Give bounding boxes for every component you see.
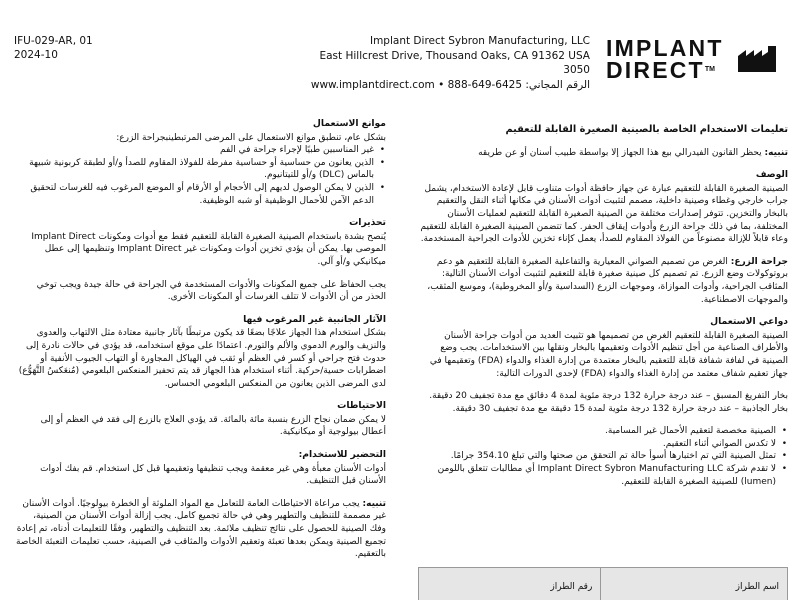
contact-line: www.implantdirect.com • الرقم المجاني: 6425-649-888 — [310, 78, 590, 91]
indications-text: الصينية الصغيرة القابلة للتعقيم الغرض من تصميمها هو تثبيت العديد من أدوات جراحة الأسنان والأطراف الصناعية من أجل تنظيم الأدوات وتعقيمها بالبخار ونقلها بين الاستخدامات. يجب وضع الصينية في لفافة شفافة قابلة للتعقيم بالبخار معتمدة من إدارة الغذاء والدواء (FDA) وتعقيمها في جهاز تعقيم شفاف معتمد من إدارة الغذاء والدواء (FDA) لإحدى الدورات التالية: — [429, 330, 788, 379]
logo-line-2: DIRECT™ — [606, 57, 715, 83]
list-item: • الصينية مخصصة لتعقيم الأحمال غير المسامية. — [418, 425, 776, 438]
list-item: • الذين لا يمكن الوصول لديهم إلى الأحجام أو الأرقام أو الموضع المرغوب فيه للغرسات لتحقيق الدعم الآمن للأحمال الوظيفية أو شبه الوظيفية. — [14, 182, 374, 207]
model-number-header: رقم الطراز — [419, 568, 601, 600]
contraindications-heading: موانع الاستعمال — [312, 118, 386, 129]
logo-line-1: IMPLANT — [606, 35, 724, 61]
caution-label: تنبيه: — [764, 147, 788, 158]
phone-line — [448, 79, 590, 91]
right-column — [418, 124, 788, 488]
sterilization-notes-list — [418, 425, 788, 488]
list-item: • الذين يعانون من حساسية أو حساسية مفرطة للفولاذ المقاوم للصدأ و/أو لطبقة كربونية شبيهة بالماس (DLC) و/أو للتيتانيوم. — [14, 157, 374, 182]
manufacturer-info — [300, 34, 590, 92]
implant-surgery-label: جراحة الزرع: — [730, 256, 788, 267]
document-title: تعليمات الاستخدام الخاصة بالصينية الصغيرة القابلة للتعقيم — [505, 124, 788, 135]
gravity-cycle: بخار الجاذبية – عند درجة حرارة 132 درجة مئوية لمدة 15 دقيقة مع مدة تجفيف 30 دقيقة. — [452, 403, 788, 414]
implant-surgery-paragraph: جراحة الزرع: الغرض من تصميم الصواني المعيارية والتفاعلية الصغيرة القابلة للتعقيم هو دعم بروتوكولات وضع الزرع. تم تصميم كل صينية صغيرة قابلة للتعقيم لتثبيت أدوات الأسنان التالية: المثاقب الجراحية، وأدوات الموازاة، وموجهات الزرع (السداسية و/أو المخروطية)، وموسع المثقب، والموجهات الاصطناعية. — [427, 256, 788, 305]
prevacuum-cycle: بخار التفريغ المسبق – عند درجة حرارة 132 درجة مئوية لمدة 4 دقائق مع مدة تجفيف 20 دقيقة. — [429, 391, 788, 402]
list-item: • تمثل الصينية التي تم اختبارها أسوأ حالة تم التحقق من صحتها والتي تبلغ 354.10 جرامًا. — [418, 450, 776, 463]
precautions-text: لا يمكن ضمان نجاح الزرع بنسبة مائة بالمائة. قد يؤدي العلاج بالزرع إلى فقد في العظم أو إلى أعطال بيولوجية أو ميكانيكية. — [40, 414, 386, 438]
warnings-heading: تحذيرات — [349, 217, 386, 229]
preparation-heading: التحضير للاستخدام: — [298, 449, 386, 461]
model-table — [418, 567, 788, 600]
adverse-effects-heading: الآثار الجانبية غير المرغوب فيها — [243, 313, 386, 325]
phone-number: 6425-649-888 — [447, 78, 523, 91]
table-header-row — [419, 568, 788, 600]
website-link[interactable]: www.implantdirect.com — [310, 78, 435, 91]
adverse-effects-text: بشكل استخدام هذا الجهاز علاجًا بضعًا قد يكون مرتبطًا بآثار جانبية معتادة مثل الالتهاب والعدوى والنزيف والورم الدموي والألم والتورم. اعتمادًا على موقع استخدامه، قد يؤدي في حالات نادرة إلى حدوث فتح جراحي أو كسر في العظم أو ثقب في الهياكل المجاورة أو التهاب الجيوب الأنفية أو اضطرابات حسية/حركية. أثناء استخدام هذا الجهاز قد يتم تحفيز المنعكس البلعومي (مُنعَكسُ التَّهَوُّع) لدى المرضى الذين يعانون من المنعكس البلعومي الحساس. — [18, 328, 386, 389]
logo-trademark: TM — [704, 66, 715, 73]
description-text: الصينية الصغيرة القابلة للتعقيم عبارة عن جهاز حافظة أدوات متناوب قابل لإعادة الاستخدام، يشمل جراب خارجي وغطاء وصينية داخلية، مصمم لتثبيت أدوات الأسنان في مكانها أثناء النقل والتعقيم بالبخار والتخزين. تتوفر إصدارات مختلفة من الصينية الصغيرة القابلة للتعقيم لعمليات الأسنان المختلفة، بما في ذلك جراحة الزرع وأدوات إيقاف الحفر. كما تتضمن الصينية الصغيرة القابلة للتعقيم وعاء قابلاً للإزالة مصنوعاً من الفولاذ المقاوم للصدأ، يعمل كإناء تخزين للأدوات الجراحية المستخدمة. — [420, 183, 788, 245]
note-paragraph: تنبيه: يجب مراعاة الاحتياطات العامة للتعامل مع المواد الملوثة أو الخطرة بيولوجيًا. أدوات الأسنان غير مصممة للتنظيف والتطهير وهي في حالة تجميع كامل. يجب إزالة أدوات الأسنان من الصينية، وفك الصينية للحصول على نتائج تنظيف ملائمة. بعد التنظيف والتطهير، وفقًا للتعليمات أدناه، تم إعادة تجميع الصينية ويمكن بعدها تعبئة وتعقيم الأدوات والمثاقب في الصينية، حسب تعليمات التعبئة الخاصة بالتعقيم. — [15, 498, 386, 560]
manufacturer-icon — [736, 44, 784, 74]
model-name-header: اسم الطراز — [601, 568, 788, 600]
precautions-heading: الاحتياطات — [337, 400, 386, 412]
handling-text: يجب الحفاظ على جميع المكونات والأدوات المستخدمة في الجراحة في حالة جيدة ويجب توخي الحذر من أن الأدوات لا تتلف الغرسات أو المكونات الأخرى. — [36, 279, 386, 303]
company-name: Implant Direct Sybron Manufacturing, LLC — [369, 35, 590, 47]
preparation-text: أدوات الأسنان معبأة وهي غير معقمة ويجب تنظيفها وتعقيمها قبل كل استخدام. قم بفك أدوات الأسنان قبل التنظيف. — [40, 463, 386, 487]
implant-direct-logo — [606, 37, 724, 81]
warnings-text: يُنصح بشدة باستخدام الصينية الصغيرة القابلة للتعقيم فقط مع أدوات ومكونات Implant Direct الموصى بها. يمكن أن يؤدي تخزين أدوات ومكونات غير Implant Direct وتنظيمها إلى عطل ميكانيكي و/أو آلي. — [31, 231, 386, 267]
list-item: • غير المناسبين طبيًا لإجراء جراحة في الفم — [14, 144, 374, 157]
list-item: • لا تكدس الصواني أثناء التعقيم. — [418, 438, 776, 451]
phone-label: الرقم المجاني: — [522, 78, 590, 91]
contraindications-intro: بشكل عام، تنطبق موانع الاستعمال على المرضى المرتبطينبجراحة الزرع: — [116, 132, 386, 143]
document-id-block — [14, 34, 93, 62]
document-code: IFU-029-AR, 01 — [14, 35, 93, 47]
company-address: East Hillcrest Drive, Thousand Oaks, CA 91362 USA 3050 — [319, 49, 590, 76]
contraindications-list — [14, 144, 386, 207]
left-column — [14, 118, 386, 564]
indications-heading: دواعي الاستعمال — [710, 316, 788, 328]
list-item: • لا تقدم شركة Implant Direct Sybron Manufacturing LLC أي مطالبات تتعلق باللومن (lumen) للصينية الصغيرة القابلة للتعقيم. — [418, 463, 776, 488]
description-heading: الوصف — [755, 169, 788, 181]
note-label: تنبيه: — [362, 498, 386, 509]
caution-paragraph: تنبيه: يحظر القانون الفيدرالي بيع هذا الجهاز إلا بواسطة طبيب أسنان أو عن طريقه — [478, 147, 788, 158]
document-date: 2024-10 — [14, 49, 58, 61]
